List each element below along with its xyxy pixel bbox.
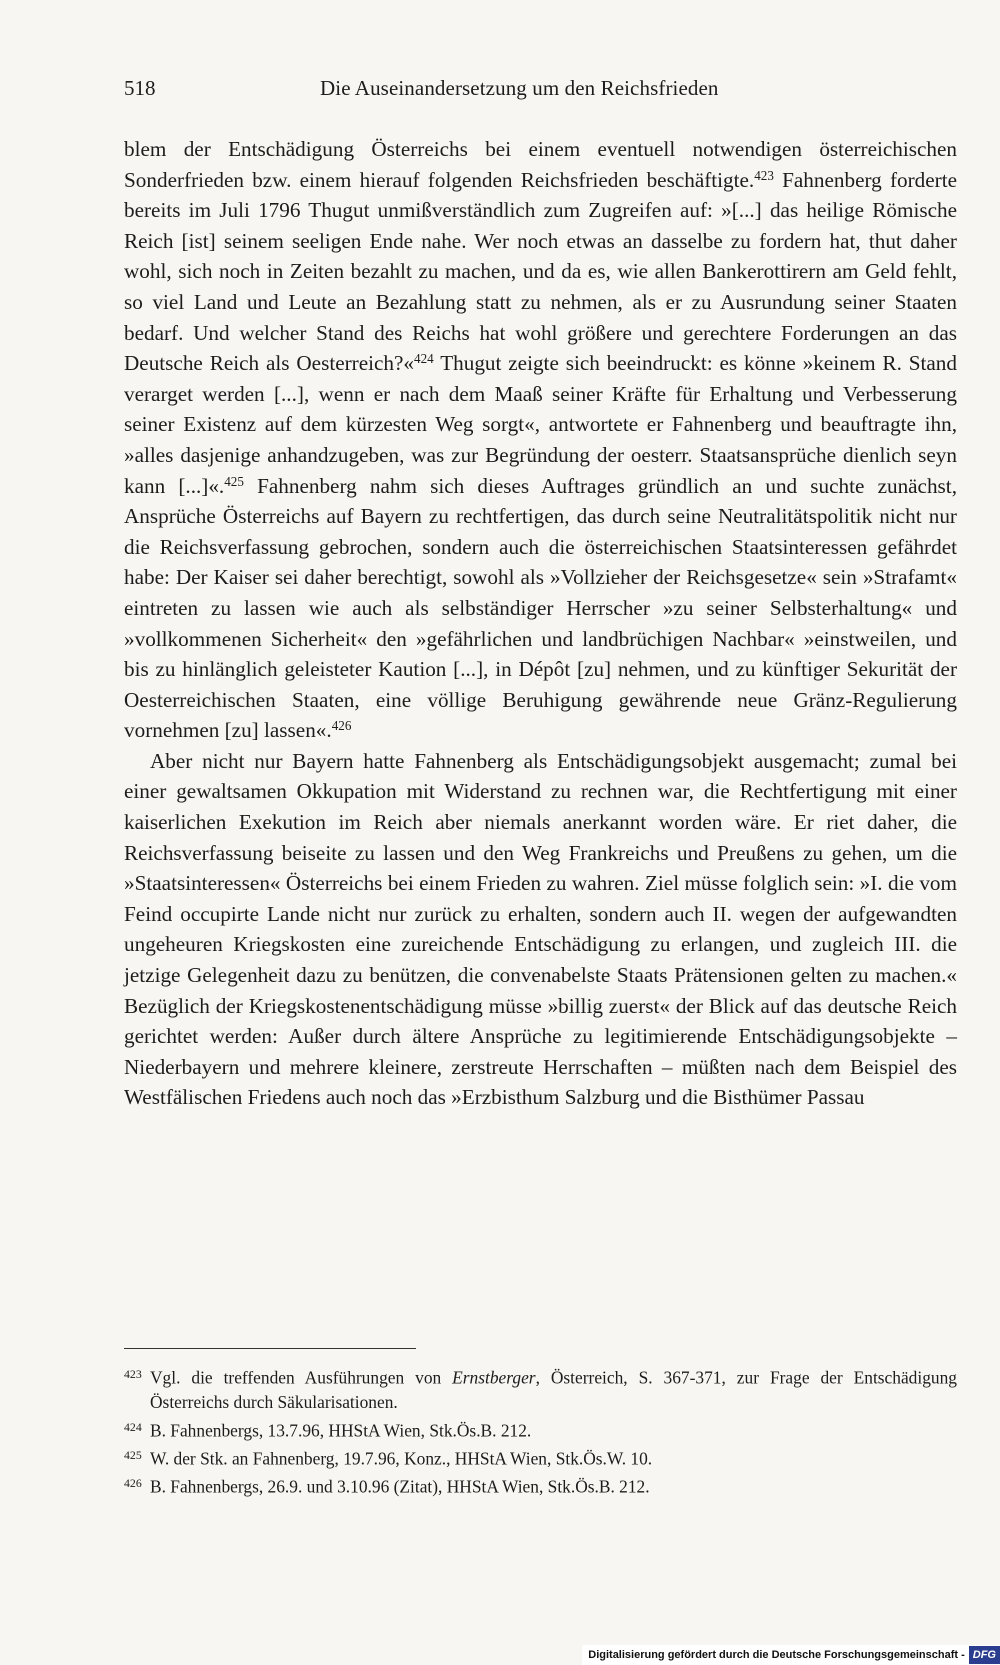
page-header: [124, 76, 964, 110]
footnote-number: 423: [124, 1367, 142, 1381]
footnote-rule: [124, 1348, 416, 1349]
footnotes: [124, 1362, 957, 1499]
footnote-number: 424: [124, 1419, 142, 1434]
dfg-logo: DFG: [969, 1646, 1000, 1664]
footnote-ref-424: 424: [414, 350, 434, 366]
footnote-text: B. Fahnenbergs, 26.9. und 3.10.96 (Zitat), HHStA Wien, Stk.Ös.B. 212.: [150, 1476, 650, 1497]
banner-text: Digitalisierung gefördert durch die Deutsche Forschungsgemeinschaft -: [588, 1649, 965, 1661]
page-number: 518: [124, 76, 156, 100]
paragraph-1-text-a: blem der Entschädigung Österreichs bei einem eventuell notwendigen österreichischen Sonderfrieden bzw. einem hierauf folgenden Reichsfrieden beschäftigte.: [124, 137, 957, 192]
footnote-ref-425: 425: [224, 473, 244, 489]
footnote-424: [124, 1415, 957, 1443]
footnote-text: Vgl. die treffenden Ausführungen von: [150, 1367, 453, 1388]
footnote-number: 425: [124, 1448, 142, 1463]
paragraph-1-text-d: Fahnenberg nahm sich dieses Auftrages gründlich an und suchte zunächst, Ansprüche Österreichs auf Bayern zu rechtfertigen, das durch seine Neutralitätspolitik nicht nur die Reichsverfassung gebrochen, sondern auch die österreichischen Staatsinteressen gefährdet habe: Der Kaiser sei daher berechtigt, sowohl als »Vollzieher der Reichsgesetze« sein »Strafamt« eintreten zu lassen wie auch als selbständiger Herrscher »zu seiner Selbsterhaltung« und »vollkommenen Sicherheit« den »gefährlichen und landbrüchigen Nachbar« »einstweilen, und bis zu hinlänglich geleisteter Kaution [...], in Dépôt [zu] nehmen, und zu künftiger Sekurität der Oesterreichischen Staaten, eine völlige Beruhigung gewährende neue Gränz-Regulierung vornehmen [zu] lassen«.: [124, 473, 957, 743]
footnote-425: [124, 1443, 957, 1471]
footnote-426: [124, 1471, 957, 1499]
paragraph-2: Aber nicht nur Bayern hatte Fahnenberg als Entschädigungsobjekt ausgemacht; zumal bei einer gewaltsamen Okkupation mit Widerstand zu rechnen war, die Rechtfertigung mit einer kaiserlichen Exekution im Reich aber niemals anerkannt worden wäre. Er riet daher, die Reichsverfassung beiseite zu lassen und den Weg Frankreichs und Preußens zu gehen, um die »Staatsinteressen« Österreichs bei einem Frieden zu wahren. Ziel müsse folglich sein: »I. die vom Feind occupirte Lande nicht nur zurück zu erhalten, sondern auch II. wegen der aufgewandten ungeheuren Kriegskosten eine zureichende Entschädigung zu erlangen, und zugleich III. die jetzige Gelegenheit dazu zu benützen, die convenabelste Staats Prätensionen gelten zu machen.« Bezüglich der Kriegskostenentschädigung müsse »billig zuerst« der Blick auf das deutsche Reich gerichtet werden: Außer durch ältere Ansprüche zu legitimierende Entschädigungsobjekte – Niederbayern und mehrere kleinere, zerstreute Herrschaften – müßten nach dem Beispiel des Westfälischen Friedens auch noch das »Erzbisthum Salzburg und die Bisthümer Passau: [124, 748, 957, 1110]
footnote-ref-426: 426: [331, 718, 352, 734]
footnote-text: B. Fahnenbergs, 13.7.96, HHStA Wien, Stk.Ös.B. 212.: [150, 1420, 532, 1441]
footnote-text: , Österreich, S. 367-371, zur Frage der Entschädigung Österreichs durch Säkularisationen.: [150, 1367, 957, 1413]
paragraph-1-text-b: Fahnenberg forderte bereits im Juli 1796 Thugut unmißverständlich zum Zugreifen auf: »[...] das heilige Römische Reich [ist] seinem seeligen Ende nahe. Wer noch etwas an dasselbe zu fordern hat, thut daher wohl, sich noch in Zeiten bezahlt zu machen, und da es, wie allen Bankerottirern am Geld fehlt, so viel Land und Leute an Bezahlung statt zu nehmen, als er zu Ausrundung seiner Staaten bedarf. Und welcher Stand des Reichs hat wohl größere und gerechtere Forderungen an das Deutsche Reich als Oesterreich?«: [124, 167, 958, 376]
body-text: [124, 134, 957, 1113]
paragraph-1: [124, 134, 957, 746]
footnote-text: W. der Stk. an Fahnenberg, 19.7.96, Konz., HHStA Wien, Stk.Ös.W. 10.: [150, 1448, 653, 1469]
footnote-423: [124, 1362, 957, 1415]
running-title: Die Auseinandersetzung um den Reichsfrieden: [320, 76, 719, 100]
footnote-ref-423: 423: [754, 167, 774, 183]
digitization-banner: [582, 1645, 1000, 1665]
paragraph-1-text-c: Thugut zeigte sich beeindruckt: es könne »keinem R. Stand verarget werden [...], wenn er nach dem Maaß seiner Kräfte für Erhaltung und Verbesserung seiner Existenz auf dem kürzesten Weg sorgt«, antwortete er Fahnenberg und beauftragte ihn, »alles dasjenige anhandzugeben, was zur Begründung der oesterr. Staatsansprüche dienlich seyn kann [...]«.: [124, 351, 957, 498]
footnote-author: Ernstberger: [452, 1367, 536, 1388]
footnote-number: 426: [124, 1476, 142, 1491]
